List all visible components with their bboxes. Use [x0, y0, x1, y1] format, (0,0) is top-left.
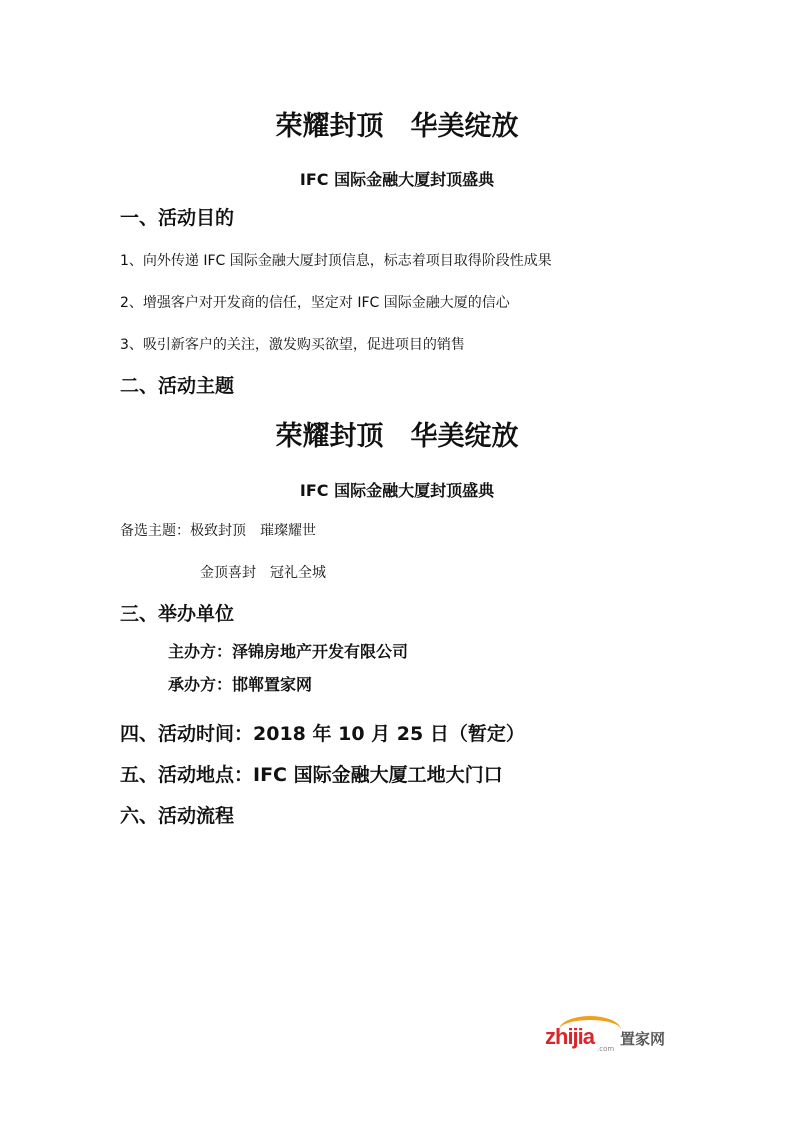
heading-purpose: 一、活动目的: [120, 207, 235, 229]
alt-theme-line2: 金顶喜封 冠礼全城: [200, 565, 326, 581]
logo-cn: 置家网: [620, 1030, 666, 1048]
heading-organizers: 三、举办单位: [120, 603, 235, 625]
heading-venue: 五、活动地点：IFC 国际金融大厦工地大门口: [120, 764, 503, 786]
alt-theme-line1: 备选主题：极致封顶 璀璨耀世: [120, 523, 316, 539]
logo-domain: .com: [597, 1045, 615, 1053]
logo-brand: zhijia: [545, 1024, 595, 1049]
heading-time: 四、活动时间：2018 年 10 月 25 日（暂定）: [120, 723, 525, 745]
heading-theme: 二、活动主题: [120, 375, 235, 397]
organizer-line: 承办方：邯郸置家网: [168, 675, 313, 694]
heading-process: 六、活动流程: [120, 805, 235, 827]
purpose-item: 1、向外传递 IFC 国际金融大厦封顶信息，标志着项目取得阶段性成果: [120, 253, 552, 269]
document-subtitle: IFC 国际金融大厦封顶盛典: [299, 170, 495, 189]
host-line: 主办方：泽锦房地产开发有限公司: [168, 642, 409, 661]
purpose-item: 2、增强客户对开发商的信任，坚定对 IFC 国际金融大厦的信心: [120, 295, 510, 311]
document-title: 荣耀封顶 华美绽放: [275, 111, 519, 142]
theme-subtitle: IFC 国际金融大厦封顶盛典: [299, 481, 495, 500]
theme-title: 荣耀封顶 华美绽放: [275, 421, 519, 452]
zhijia-logo: [545, 1014, 675, 1054]
purpose-item: 3、吸引新客户的关注，激发购买欲望，促进项目的销售: [120, 337, 465, 353]
